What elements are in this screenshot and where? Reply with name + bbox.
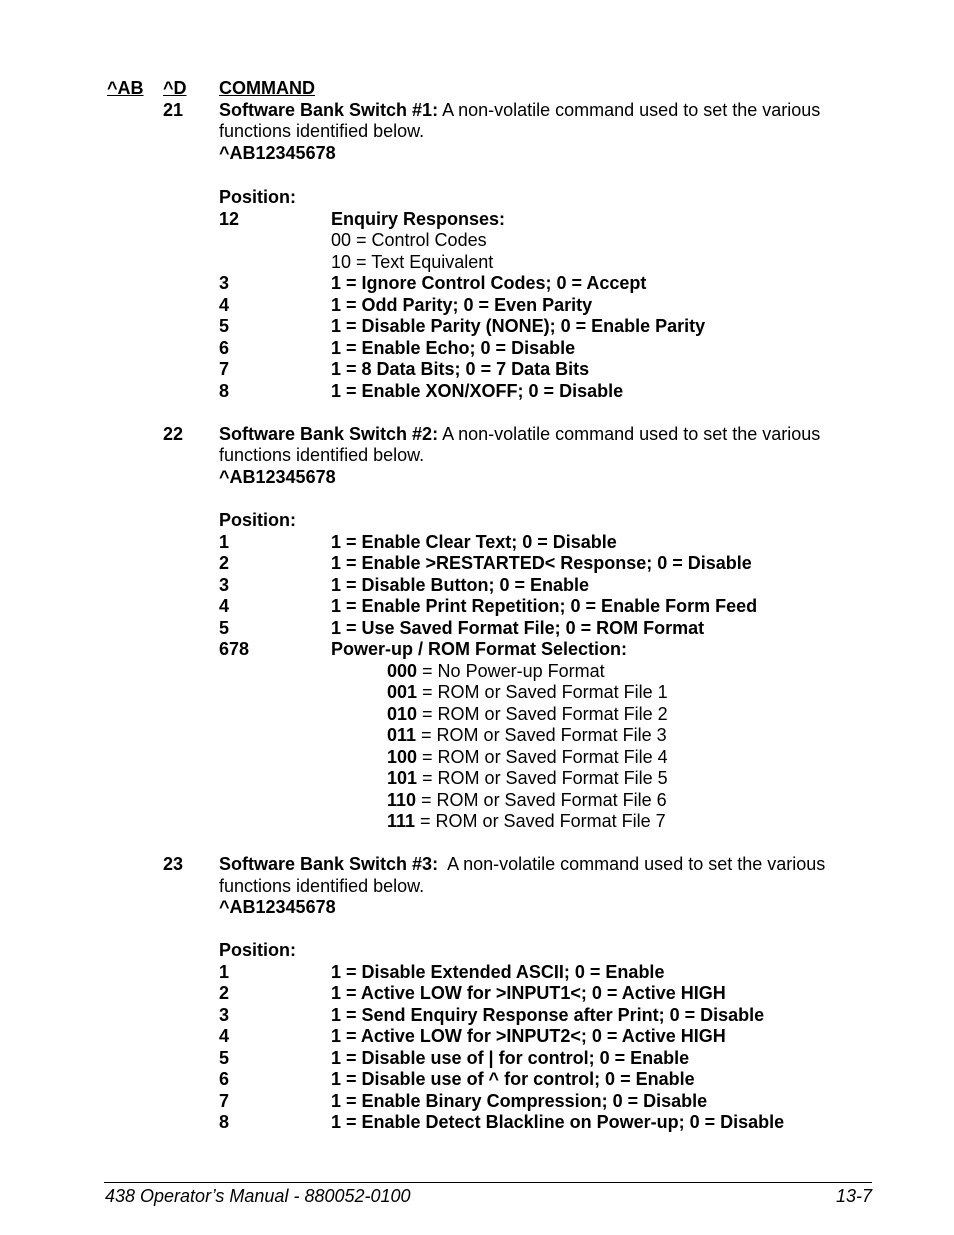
- section-code: 21: [163, 100, 184, 120]
- format-text: = ROM or Saved Format File 7: [415, 811, 666, 831]
- position-number: 5: [219, 1048, 230, 1068]
- format-code: 010: [387, 704, 418, 724]
- column-header-d: ^D: [163, 78, 187, 98]
- position-number: 7: [219, 359, 230, 379]
- position-number: 8: [219, 381, 230, 401]
- section-code: 23: [163, 854, 184, 874]
- position-number: 8: [219, 1112, 230, 1132]
- format-option: [387, 704, 668, 725]
- format-text: = ROM or Saved Format File 3: [416, 725, 667, 745]
- column-header-command: COMMAND: [219, 78, 315, 98]
- format-code: 111: [387, 811, 416, 831]
- position-description: 1 = Active LOW for >INPUT1<; 0 = Active HIGH: [331, 983, 726, 1003]
- position-description: 1 = Send Enquiry Response after Print; 0 = Disable: [331, 1005, 765, 1025]
- section-description-cont: functions identified below.: [219, 121, 425, 141]
- position-number: 3: [219, 575, 230, 595]
- position-number: 3: [219, 1005, 230, 1025]
- footer-rule: [104, 1182, 872, 1183]
- position-number: 3: [219, 273, 230, 293]
- position-description: 1 = Odd Parity; 0 = Even Parity: [331, 295, 593, 315]
- format-code: 001: [387, 682, 418, 702]
- command-syntax: ^AB12345678: [219, 897, 336, 917]
- position-description: 1 = Disable use of ^ for control; 0 = Enable: [331, 1069, 695, 1089]
- position-description: 1 = Enable Print Repetition; 0 = Enable Form Feed: [331, 596, 758, 616]
- format-code: 100: [387, 747, 418, 767]
- position-description: 1 = Enable Clear Text; 0 = Disable: [331, 532, 617, 552]
- command-syntax: ^AB12345678: [219, 467, 336, 487]
- position-number: 4: [219, 596, 230, 616]
- format-code: 011: [387, 725, 417, 745]
- section-description-line: [219, 100, 820, 121]
- position-number: 6: [219, 1069, 230, 1089]
- position-number: 12: [219, 209, 240, 229]
- position-number: 1: [219, 532, 230, 552]
- position-description: 1 = Active LOW for >INPUT2<; 0 = Active HIGH: [331, 1026, 726, 1046]
- section-title: Software Bank Switch #1:: [219, 100, 439, 120]
- position-number: 7: [219, 1091, 230, 1111]
- position-description: 1 = Enable >RESTARTED< Response; 0 = Disable: [331, 553, 752, 573]
- position-description: Power-up / ROM Format Selection:: [331, 639, 628, 659]
- position-number: 5: [219, 316, 230, 336]
- position-description: 1 = Ignore Control Codes; 0 = Accept: [331, 273, 647, 293]
- section-title: Software Bank Switch #2:: [219, 424, 439, 444]
- position-description: 1 = Disable Button; 0 = Enable: [331, 575, 590, 595]
- position-description: 1 = Disable use of | for control; 0 = Enable: [331, 1048, 690, 1068]
- position-label: Position:: [219, 940, 296, 960]
- format-option: [387, 661, 605, 682]
- position-description: 00 = Control Codes: [331, 230, 487, 250]
- format-text: = No Power-up Format: [417, 661, 605, 681]
- position-number: 4: [219, 1026, 230, 1046]
- format-code: 101: [387, 768, 418, 788]
- column-header-ab: ^AB: [107, 78, 144, 98]
- position-description: 1 = Disable Extended ASCII; 0 = Enable: [331, 962, 665, 982]
- format-option: [387, 747, 668, 768]
- format-option: [387, 725, 667, 746]
- format-text: = ROM or Saved Format File 2: [417, 704, 668, 724]
- section-code: 22: [163, 424, 184, 444]
- position-number: 678: [219, 639, 250, 659]
- format-text: = ROM or Saved Format File 6: [416, 790, 667, 810]
- position-number: 5: [219, 618, 230, 638]
- section-description: A non-volatile command used to set the various: [438, 424, 821, 444]
- command-syntax: ^AB12345678: [219, 143, 336, 163]
- format-text: = ROM or Saved Format File 4: [417, 747, 668, 767]
- position-number: 2: [219, 983, 230, 1003]
- position-description: 1 = Enable Echo; 0 = Disable: [331, 338, 576, 358]
- section-description-line: [219, 424, 820, 445]
- format-text: = ROM or Saved Format File 5: [417, 768, 668, 788]
- format-option: [387, 790, 667, 811]
- position-description: 1 = Enable XON/XOFF; 0 = Disable: [331, 381, 624, 401]
- format-code: 110: [387, 790, 417, 810]
- section-description-cont: functions identified below.: [219, 445, 425, 465]
- format-text: = ROM or Saved Format File 1: [417, 682, 668, 702]
- position-description: 1 = Enable Detect Blackline on Power-up; 0 = Disable: [331, 1112, 785, 1132]
- format-option: [387, 768, 668, 789]
- position-label: Position:: [219, 510, 296, 530]
- position-description: 1 = Disable Parity (NONE); 0 = Enable Parity: [331, 316, 706, 336]
- position-label: Position:: [219, 187, 296, 207]
- position-number: 6: [219, 338, 230, 358]
- footer-manual-title: 438 Operator’s Manual - 880052-0100: [105, 1186, 411, 1206]
- section-description: A non-volatile command used to set the various: [438, 100, 821, 120]
- section-description-cont: functions identified below.: [219, 876, 425, 896]
- position-number: 4: [219, 295, 230, 315]
- position-description: Enquiry Responses:: [331, 209, 506, 229]
- section-description: A non-volatile command used to set the various: [438, 854, 826, 874]
- format-option: [387, 682, 668, 703]
- position-number: 1: [219, 962, 230, 982]
- section-description-line: [219, 854, 825, 875]
- footer-page-number: 13-7: [835, 1186, 872, 1206]
- position-description: 1 = Enable Binary Compression; 0 = Disable: [331, 1091, 708, 1111]
- position-description: 1 = Use Saved Format File; 0 = ROM Format: [331, 618, 705, 638]
- section-title: Software Bank Switch #3:: [219, 854, 439, 874]
- position-description: 10 = Text Equivalent: [331, 252, 494, 272]
- position-description: 1 = 8 Data Bits; 0 = 7 Data Bits: [331, 359, 590, 379]
- position-number: 2: [219, 553, 230, 573]
- format-option: [387, 811, 666, 832]
- format-code: 000: [387, 661, 418, 681]
